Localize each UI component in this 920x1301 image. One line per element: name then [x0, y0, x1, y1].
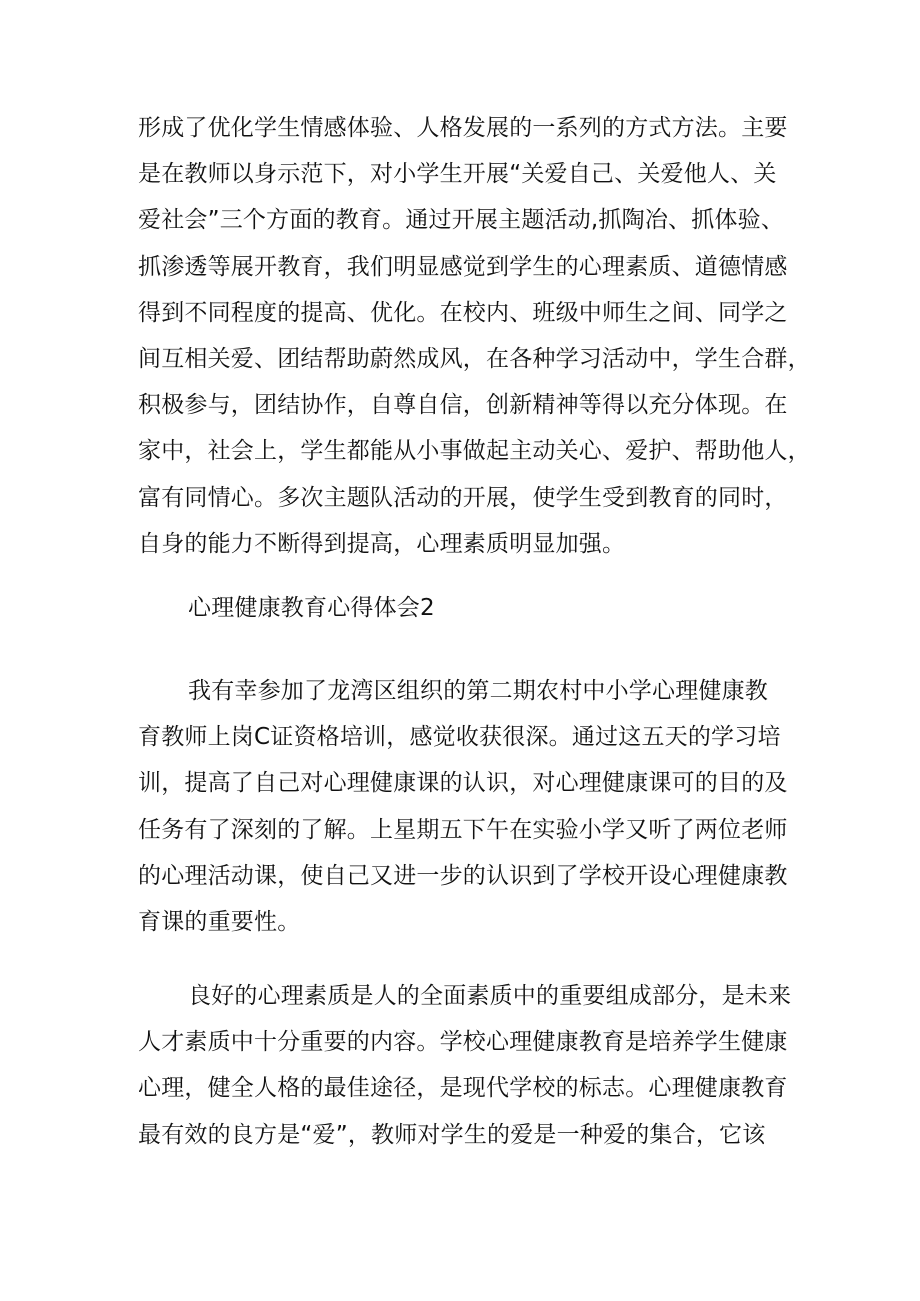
- text-line: 的心理活动课，使自己又进一步的认识到了学校开设心理健康教: [138, 862, 788, 889]
- text-line: 间互相关爱、团结帮助蔚然成风，在各种学习活动中，学生合群，: [138, 345, 811, 372]
- text-line: 富有同情心。多次主题队活动的开展，使学生受到教育的同时，: [138, 484, 788, 511]
- text-line: 形成了优化学生情感体验、人格发展的一系列的方式方法。主要: [138, 115, 788, 141]
- text-line: 任务有了深刻的了解。上星期五下午在实验小学又听了两位老师: [138, 816, 788, 843]
- text-line: 育教师上岗C证资格培训，感觉收获很深。通过这五天的学习培: [138, 724, 781, 751]
- text-line: 抓渗透等展开教育，我们明显感觉到学生的心理素质、道德情感: [138, 253, 788, 280]
- text-line: 是在教师以身示范下，对小学生开展“关爱自己、关爱他人、关: [138, 161, 777, 188]
- paragraph-3: [138, 973, 798, 1158]
- heading-text: 心理健康教育心得体会2: [188, 595, 435, 621]
- text-line: 积极参与，团结协作，自尊自信，创新精神等得以充分体现。在: [138, 392, 788, 419]
- text-line: 自身的能力不断得到提高，心理素质明显加强。: [138, 530, 626, 557]
- text-line: 爱社会”三个方面的教育。通过开展主题活动,抓陶冶、抓体验、: [138, 207, 785, 234]
- paragraph-2: [138, 668, 798, 945]
- text-line: 最有效的良方是“爱”，教师对学生的爱是一种爱的集合，它该: [138, 1121, 766, 1148]
- text-line: 心理，健全人格的最佳途径，是现代学校的标志。心理健康教育: [138, 1075, 788, 1102]
- section-heading: [138, 585, 798, 631]
- paragraph-1: [138, 105, 811, 567]
- text-line: 人才素质中十分重要的内容。学校心理健康教育是培养学生健康: [138, 1029, 788, 1056]
- text-line: 家中，社会上，学生都能从小事做起主动关心、爱护、帮助他人，: [138, 438, 811, 465]
- text-line: 良好的心理素质是人的全面素质中的重要组成部分，是未来: [188, 983, 792, 1009]
- text-line: 育课的重要性。: [138, 908, 301, 935]
- text-line: 我有幸参加了龙湾区组织的第二期农村中小学心理健康教: [188, 678, 768, 704]
- text-line: 训，提高了自己对心理健康课的认识，对心理健康课可的目的及: [138, 770, 788, 797]
- text-line: 得到不同程度的提高、优化。在校内、班级中师生之间、同学之: [138, 299, 788, 326]
